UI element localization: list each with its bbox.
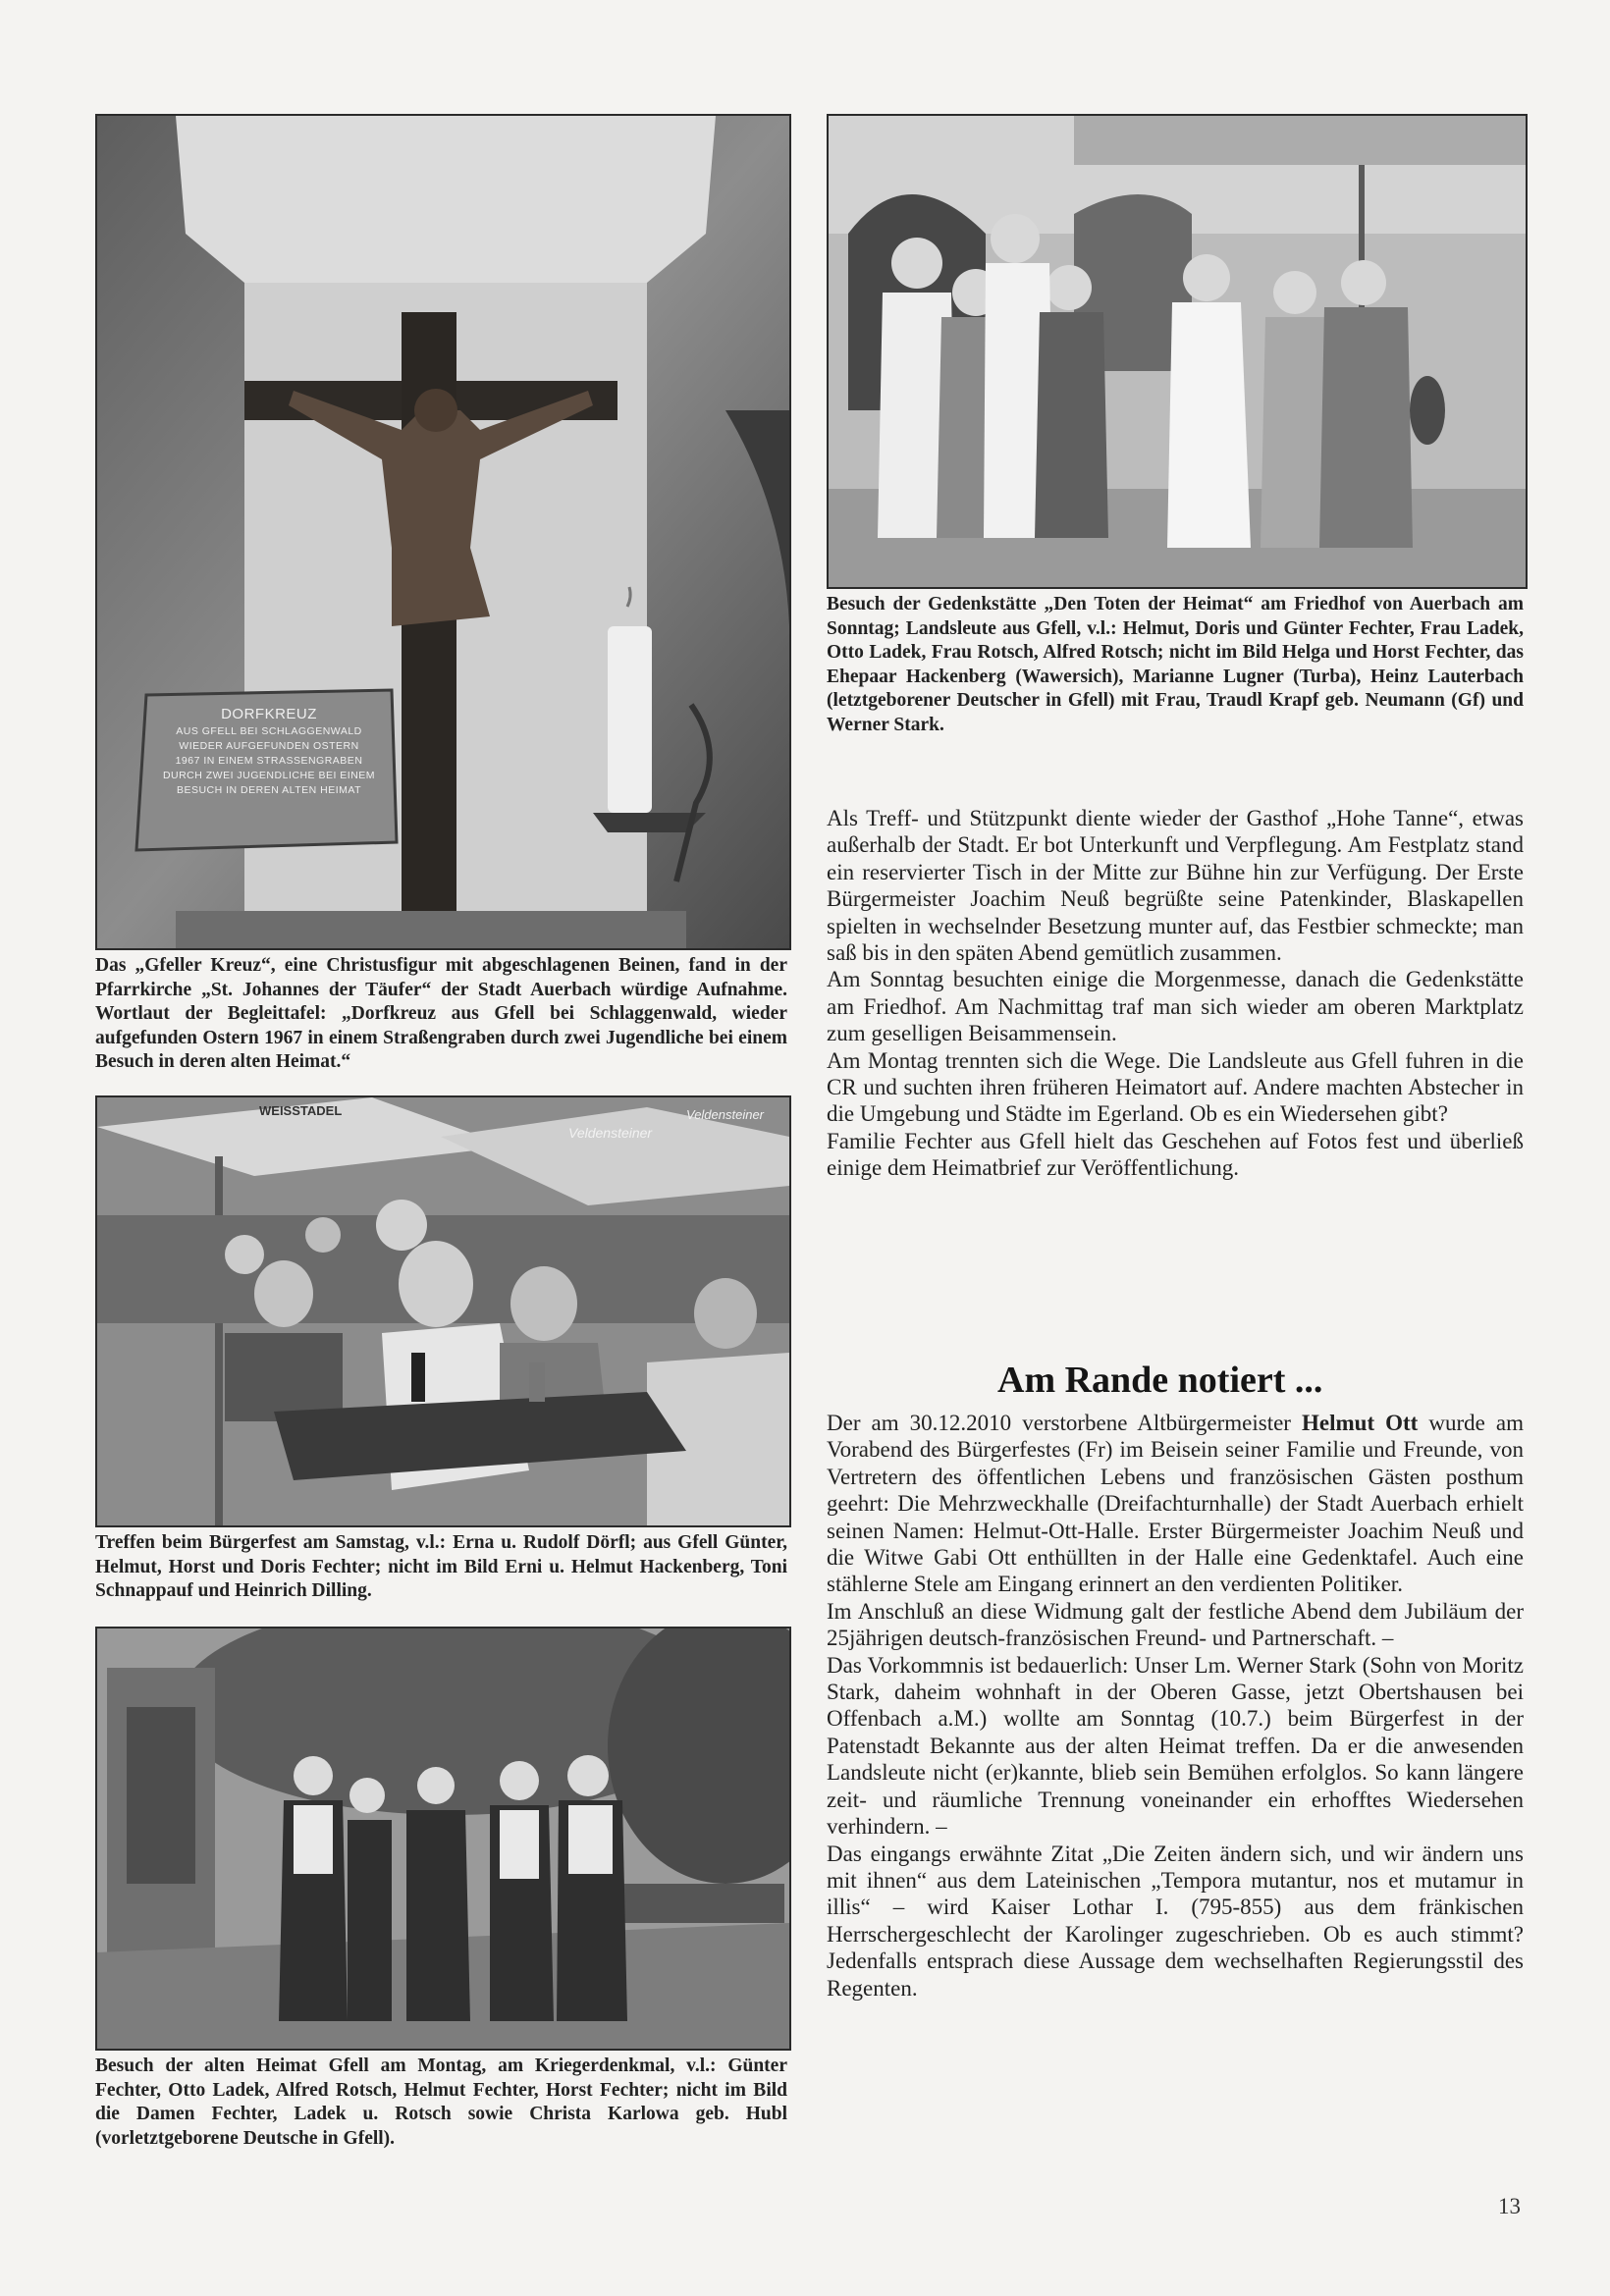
caption-buergerfest: Treffen beim Bürgerfest am Samstag, v.l.: Erna u. Rudolf Dörfl; aus Gfell Günter, Helmut, Horst und Doris Fechter; nicht im Bild Erni u. Helmut Hackenberg, Toni Schnappauf und Heinrich Dilling.: [95, 1532, 787, 1601]
article-paragraph: Am Sonntag besuchten einige die Morgenmesse, danach die Gedenkstätte am Friedhof. Am Nachmittag traf man sich wieder am oberen Marktplatz zum geselligen Beisammensein.: [827, 967, 1524, 1046]
notes-paragraph: Im Anschluß an diese Widmung galt der festliche Abend dem Jubiläum der 25jährigen deutsch-französischen Freund- und Partnerschaft. –: [827, 1598, 1524, 1651]
plaque-text: [151, 705, 387, 798]
plaque-line: WIEDER AUFGEFUNDEN OSTERN: [179, 740, 359, 752]
memorial-photo-illustration: [97, 1629, 789, 2049]
photo-gedenkstaette: [827, 114, 1528, 589]
plaque-line: BESUCH IN DEREN ALTEN HEIMAT: [176, 784, 362, 796]
caption-dorfkreuz: Das „Gfeller Kreuz“, eine Christusfigur mit abgeschlagenen Beinen, fand in der Pfarrkirche „St. Johannes der Täufer“ der Stadt Auerbach würdige Aufnahme. Wortlaut der Begleittafel: „Dorfkreuz aus Gfell bei Schlaggenwald, wieder aufgefunden Ostern 1967 in einem Straßengraben durch zwei Jugendliche bei einem Besuch in deren alten Heimat.“: [95, 955, 787, 1072]
plaque-line: DORFKREUZ: [221, 706, 317, 722]
photo-buergerfest: [95, 1095, 791, 1527]
article-paragraph: Am Montag trennten sich die Wege. Die Landsleute aus Gfell fuhren in die CR und suchten ihren früheren Heimatort auf. Andere machten Abstecher in die Umgebung und Städte im Egerland. Ob es ein Wiedersehen gibt?: [827, 1047, 1524, 1127]
photo-dorfkreuz: [95, 114, 791, 950]
caption-gedenkstaette: Besuch der Gedenkstätte „Den Toten der Heimat“ am Friedhof von Auerbach am Sonntag; Landsleute aus Gfell, v.l.: Helmut, Doris und Günter Fechter, Frau Ladek, Otto Ladek, Frau Rotsch, Alfred Rotsch; nicht im Bild Helga und Horst Fechter, das Ehepaar Hackenberg (Wawersich), Marianne Lugner (Turba), Heinz Lauterbach (letztgeborener Deutscher in Gfell) mit Frau, Traudl Krapf geb. Neumann (Gf) und Werner Stark.: [827, 594, 1524, 735]
notes-paragraph: [827, 1410, 1524, 1598]
plaque-line: DURCH ZWEI JUGENDLICHE BEI EINEM: [162, 770, 376, 781]
article-paragraph: Als Treff- und Stützpunkt diente wieder der Gasthof „Hohe Tanne“, etwas außerhalb der Stadt. Er bot Unterkunft und Verpflegung. Am Festplatz stand ein reservierter Tisch in der Mitte zur Bühne hin zur Verfügung. Der Erste Bürgermeister Joachim Neuß begrüßte seine Patenkinder, Blaskapellen spielten in wechselnder Besetzung munter auf, das Festbier schmeckte; man saß bis in den späten Abend gemütlich zusammen.: [827, 806, 1524, 966]
plaque-line: 1967 IN EINEM STRASSENGRABEN: [175, 755, 363, 767]
article-paragraph: Familie Fechter aus Gfell hielt das Geschehen auf Fotos fest und überließ einige dem Heimatbrief zur Veröffentlichung.: [827, 1128, 1524, 1181]
cross-photo-illustration: [97, 116, 789, 948]
notes-text-part: Der am 30.12.2010 verstorbene Altbürgermeister: [827, 1411, 1302, 1435]
sign-veldensteiner-2: Veldensteiner: [686, 1107, 765, 1122]
page-number: 13: [1498, 2194, 1521, 2218]
notes-paragraph: Das Vorkommnis ist bedauerlich: Unser Lm. Werner Stark (Sohn von Moritz Stark, daheim wohnhaft in der Oberen Gasse, jetzt Obertshausen bei Offenbach a.M.) wollte am Sonntag (10.7.) beim Bürgerfest in der Patenstadt Bekannte aus der alten Heimat treffen. Da er die anwesenden Landsleute nicht (er)kannte, blieb sein Bemühen erfolglos. So kann längere zeit- und räumliche Trennung voneinander ein erhofftes Wiedersehen verhindern. –: [827, 1652, 1524, 1840]
photo-kriegerdenkmal: [95, 1627, 791, 2051]
plaque-line: AUS GFELL BEI SCHLAGGENWALD: [176, 725, 362, 737]
helmut-ott-name: Helmut Ott: [1302, 1411, 1419, 1435]
notes-paragraph: Das eingangs erwähnte Zitat „Die Zeiten ändern sich, und wir ändern uns mit ihnen“ aus dem Lateinischen „Tempora mutantur, nos et mutamur in illis“ – wird Kaiser Lothar I. (795-855) aus dem fränkischen Herrschergeschlecht der Karolinger zugeschrieben. Ob es auch stimmt? Jedenfalls entsprach diese Aussage dem wechselhaften Regierungsstil des Regenten.: [827, 1841, 1524, 2001]
group-photo-illustration: [829, 116, 1526, 587]
section-heading: Am Rande notiert ...: [997, 1360, 1323, 1401]
article-text: [827, 805, 1524, 1182]
caption-kriegerdenkmal: Besuch der alten Heimat Gfell am Montag, am Kriegerdenkmal, v.l.: Günter Fechter, Otto Ladek, Alfred Rotsch, Helmut Fechter, Horst Fechter; nicht im Bild die Damen Fechter, Ladek u. Rotsch sowie Christa Karlowa geb. Hubl (vorletztgeborene Deutsche in Gfell).: [95, 2056, 787, 2149]
sign-veldensteiner: Veldensteiner: [568, 1125, 653, 1141]
fest-photo-illustration: [97, 1097, 789, 1525]
sign-weisstadel: WEISSTADEL: [259, 1103, 343, 1118]
notes-text-part: wurde am Vorabend des Bürgerfestes (Fr) im Beisein seiner Familie und Freunde, von Vertretern des öffentlichen Lebens und französischen Gästen posthum geehrt: Die Mehrzweckhalle (Dreifachturnhalle) der Stadt Auerbach erhielt seinen Namen: Helmut-Ott-Halle. Erster Bürgermeister Joachim Neuß und die Witwe Gabi Ott enthüllten in der Halle eine Gedenktafel. Auch eine stählerne Stele am Eingang erinnert an den verdienten Politiker.: [827, 1411, 1525, 1597]
notes-text: [827, 1410, 1524, 2002]
